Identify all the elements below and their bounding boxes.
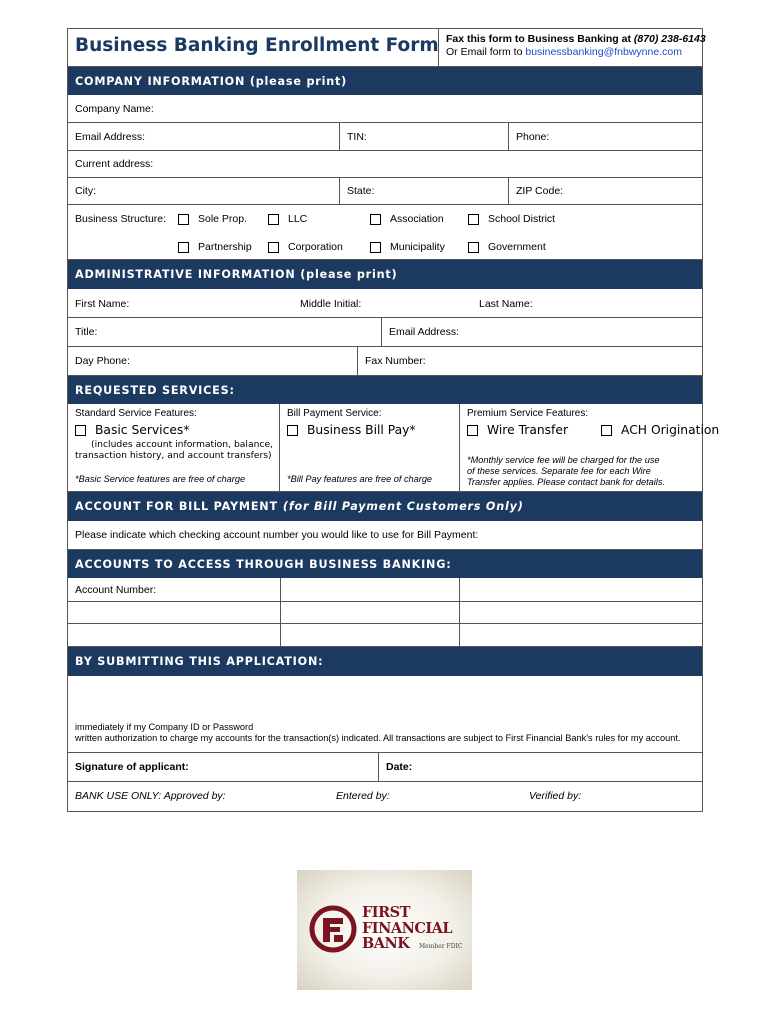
account-row (68, 578, 702, 602)
premium-services-cell (459, 404, 720, 492)
services-section-heading: REQUESTED SERVICES: (68, 376, 702, 404)
checkbox-icon[interactable] (468, 242, 479, 253)
accounts-section-heading: ACCOUNTS TO ACCESS THROUGH BUSINESS BANKING: (68, 550, 702, 578)
account-number-label: Account Number: (75, 583, 157, 596)
city-label: City: (75, 185, 96, 197)
bank-emblem-icon (309, 905, 357, 953)
premium-note-2: of these services. Separate fee for each Wire (467, 466, 651, 476)
checkbox-icon[interactable] (601, 425, 612, 436)
signature-row (68, 753, 702, 782)
bill-account-row (68, 521, 702, 550)
structure-option-label: Partnership (198, 241, 252, 253)
structure-option-label: Association (390, 213, 444, 225)
account-number-field[interactable] (280, 624, 459, 646)
bill-pay-option-label: Business Bill Pay* (307, 423, 416, 437)
entered-by-label: Entered by: (336, 790, 390, 802)
structure-option-label: Sole Prop. (198, 213, 248, 225)
structure-option-label: Municipality (390, 241, 445, 253)
signature-field[interactable] (68, 753, 378, 781)
member-fdic-label: Member FDIC (419, 943, 463, 950)
basic-services-note: *Basic Service features are free of charge (75, 474, 246, 484)
day-phone-label: Day Phone: (75, 355, 130, 367)
admin-email-field[interactable] (381, 318, 702, 346)
bill-account-heading-note: (for Bill Payment Customers Only) (282, 500, 524, 513)
standard-services-label: Standard Service Features: (75, 408, 197, 419)
business-structure-label: Business Structure: (75, 213, 167, 225)
submission-section-heading: BY SUBMITTING THIS APPLICATION: (68, 647, 702, 676)
admin-section-heading: ADMINISTRATIVE INFORMATION (please print) (68, 260, 702, 289)
form-title: Business Banking Enrollment Form (68, 29, 439, 66)
bill-account-section-heading (68, 492, 702, 521)
zip-label: ZIP Code: (516, 185, 564, 197)
company-name-row (68, 95, 702, 123)
account-number-field[interactable] (459, 624, 702, 646)
structure-sole-prop[interactable] (178, 213, 247, 225)
bill-pay-cell (279, 404, 459, 492)
services-row (68, 404, 720, 492)
title-field[interactable] (68, 318, 381, 346)
account-number-field[interactable] (280, 578, 459, 601)
fax-instructions (439, 29, 706, 66)
checkbox-icon[interactable] (268, 242, 279, 253)
submission-terms-line-1: immediately if my Company ID or Password (75, 722, 254, 732)
structure-llc[interactable] (268, 213, 307, 225)
middle-initial-field[interactable] (300, 298, 361, 310)
fax-prefix: Fax this form to Business Banking at (446, 33, 634, 45)
company-email-label: Email Address: (75, 130, 146, 143)
company-section-heading: COMPANY INFORMATION (please print) (68, 67, 702, 95)
checkbox-icon[interactable] (75, 425, 86, 436)
account-number-field[interactable] (68, 602, 280, 623)
fax-number-label: Fax Number: (365, 355, 426, 367)
city-row (68, 178, 702, 205)
state-label: State: (347, 185, 375, 197)
account-number-field[interactable] (68, 578, 280, 601)
bill-pay-note: *Bill Pay features are free of charge (287, 474, 433, 484)
account-number-field[interactable] (459, 602, 702, 623)
premium-note-1: *Monthly service fee will be charged for the use (467, 455, 660, 465)
wire-transfer-option[interactable] (467, 423, 568, 437)
ach-origination-label: ACH Origination (621, 423, 720, 437)
verified-by-label: Verified by: (529, 790, 582, 802)
bill-account-field[interactable] (68, 521, 702, 549)
date-label: Date: (386, 761, 413, 773)
zip-field[interactable] (508, 178, 702, 204)
logo-line-1: FIRST (362, 904, 410, 921)
checkbox-icon[interactable] (370, 214, 381, 225)
enrollment-form (67, 28, 720, 812)
last-name-field[interactable] (479, 298, 533, 310)
account-row (68, 602, 702, 624)
submission-terms-line-2: written authorization to charge my accounts for the transaction(s) indicated. All transactions are subject to First Financial Bank’s rules for my account. (75, 733, 681, 743)
admin-name-row (68, 289, 702, 318)
email-prefix: Or Email form to (446, 46, 526, 58)
company-phone-label: Phone: (516, 130, 550, 143)
basic-services-desc-1: (includes account information, balance, (91, 439, 274, 450)
state-field[interactable] (339, 178, 508, 204)
approved-by-label: BANK USE ONLY: Approved by: (75, 790, 226, 802)
company-email-row (68, 123, 702, 151)
checkbox-icon[interactable] (287, 425, 298, 436)
company-name-field[interactable] (68, 95, 702, 122)
bill-account-instruction: Please indicate which checking account number you would like to use for Bill Payment: (75, 529, 479, 541)
submission-terms (68, 676, 702, 753)
structure-partnership[interactable] (178, 241, 252, 253)
standard-services-cell (68, 404, 279, 492)
structure-association[interactable] (370, 213, 444, 225)
ach-origination-option[interactable] (601, 423, 719, 437)
account-row (68, 624, 702, 647)
basic-services-option[interactable] (75, 423, 189, 437)
company-name-label: Company Name: (75, 102, 154, 115)
structure-corporation[interactable] (268, 241, 343, 253)
fax-number: (870) 238-6143 (633, 33, 706, 45)
date-field[interactable] (378, 753, 702, 781)
last-name-label: Last Name: (479, 298, 533, 310)
title-label: Title: (75, 326, 98, 338)
basic-services-desc-2: transaction history, and account transfers) (75, 450, 272, 461)
logo-line-2: FINANCIAL (362, 919, 453, 937)
structure-government[interactable] (468, 241, 546, 253)
tin-field[interactable] (339, 123, 508, 150)
business-structure-row (68, 205, 702, 260)
structure-school-district[interactable] (468, 213, 555, 225)
checkbox-icon[interactable] (467, 425, 478, 436)
address-field[interactable] (68, 151, 702, 177)
address-row (68, 151, 702, 178)
first-name-label: First Name: (75, 298, 130, 310)
city-field[interactable] (68, 178, 339, 204)
checkbox-icon[interactable] (178, 242, 189, 253)
checkbox-icon[interactable] (468, 214, 479, 225)
bank-email-link[interactable]: businessbanking@fnbwynne.com (525, 46, 682, 58)
premium-services-label: Premium Service Features: (467, 408, 589, 419)
basic-services-label: Basic Services* (95, 423, 190, 437)
checkbox-icon[interactable] (178, 214, 189, 225)
company-phone-field[interactable] (508, 123, 702, 150)
day-phone-field[interactable] (68, 347, 357, 375)
company-email-field[interactable] (68, 123, 339, 150)
address-label: Current address: (75, 158, 154, 170)
first-name-field[interactable] (75, 298, 129, 310)
checkbox-icon[interactable] (370, 242, 381, 253)
fax-number-field[interactable] (357, 347, 702, 375)
admin-phone-row (68, 347, 702, 376)
account-number-field[interactable] (459, 578, 702, 601)
middle-initial-label: Middle Initial: (300, 298, 362, 310)
form-header (68, 29, 706, 67)
checkbox-icon[interactable] (268, 214, 279, 225)
signature-label: Signature of applicant: (75, 761, 189, 773)
structure-option-label: Corporation (288, 241, 343, 253)
bill-pay-label: Bill Payment Service: (287, 408, 382, 419)
structure-option-label: School District (488, 213, 556, 225)
account-number-field[interactable] (280, 602, 459, 623)
structure-option-label: LLC (288, 213, 308, 225)
bill-pay-option[interactable] (287, 423, 416, 437)
admin-email-label: Email Address: (389, 326, 460, 338)
logo-line-3: BANK (362, 935, 410, 952)
bank-logo (297, 870, 472, 990)
bill-account-heading: ACCOUNT FOR BILL PAYMENT (75, 500, 278, 513)
premium-note-3: Transfer applies. Please contact bank for details. (467, 477, 665, 487)
admin-title-row (68, 318, 702, 347)
structure-municipality[interactable] (370, 241, 445, 253)
account-number-field[interactable] (68, 624, 280, 646)
tin-label: TIN: (347, 130, 367, 143)
bank-use-row (68, 782, 702, 811)
wire-transfer-label: Wire Transfer (487, 423, 569, 437)
structure-option-label: Government (488, 241, 546, 253)
